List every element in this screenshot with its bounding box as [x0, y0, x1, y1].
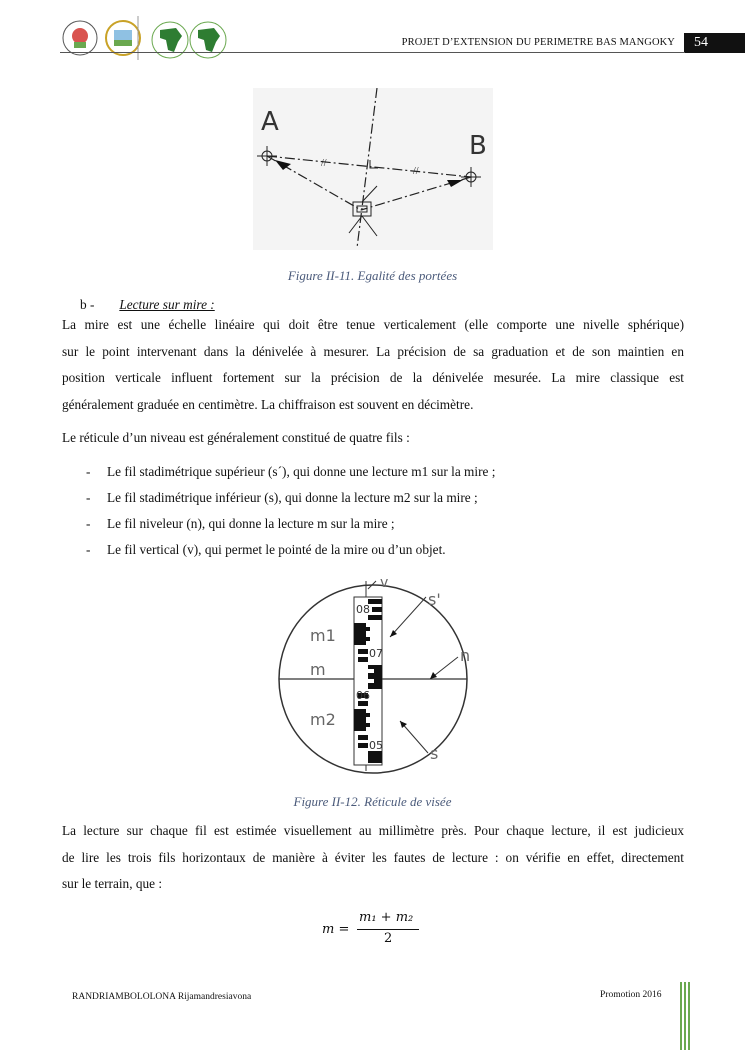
figure-caption-1: Figure II-11. Egalité des portées: [287, 268, 458, 283]
paragraph-reticule: Le réticule d’un niveau est généralement constitué de quatre fils :: [62, 430, 410, 445]
list-item: [86, 490, 478, 506]
header-divider: [60, 52, 685, 53]
text-line: sur le point intervenant dans la dénivelée à mesurer. La précision de sa graduation et de son maintien en: [62, 343, 684, 359]
bullet: -: [86, 516, 91, 531]
figure-equal-ranges: [253, 88, 493, 250]
text-line: sur le terrain, que :: [62, 876, 163, 891]
label-v: v: [380, 575, 389, 591]
point-b-label: B: [469, 131, 487, 161]
staff-label-08: 08: [356, 603, 370, 616]
staff-label-06: 06: [356, 689, 370, 702]
svg-text://: //: [413, 166, 419, 177]
figure-reticule: [270, 575, 480, 775]
text-line: position verticale influent fortement sur la précision de la dénivelée mesurée. La mire classique est: [62, 370, 684, 385]
label-m: m: [310, 660, 326, 679]
list-item: [86, 516, 395, 532]
section-marker: b -: [80, 297, 95, 312]
footer-decoration: [680, 982, 682, 1050]
list-item: [86, 542, 446, 558]
fraction-bar: [357, 929, 419, 930]
logos-icon: [60, 16, 235, 60]
section-title: Lecture sur mire :: [119, 297, 215, 312]
label-s-prime: s': [428, 590, 441, 609]
formula-denominator: 2: [384, 931, 393, 946]
list-item-text: Le fil vertical (v), qui permet le pointé de la mire ou d’un objet.: [107, 542, 446, 557]
label-m1: m1: [310, 626, 336, 645]
section-heading: [80, 297, 215, 313]
footer-author: RANDRIAMBOLOLONA Rijamandresiavona: [72, 992, 252, 1002]
footer-promotion: Promotion 2016: [600, 990, 662, 1000]
text-line: généralement graduée en centimètre. La chiffraison est souvent en décimètre.: [62, 396, 474, 412]
header-logos: [60, 16, 235, 60]
staff-label-07: 07: [369, 647, 383, 660]
bullet: -: [86, 464, 91, 479]
formula-lhs: m =: [322, 922, 350, 937]
logo-1-icon: [63, 21, 97, 55]
figure-caption-2: Figure II-12. Réticule de visée: [293, 794, 452, 809]
level-instrument-icon: [349, 186, 377, 236]
logo-2-icon: [106, 21, 140, 55]
list-item-text: Le fil stadimétrique supérieur (s´), qui donne une lecture m1 sur la mire ;: [107, 464, 496, 479]
header-title: PROJET D’EXTENSION DU PERIMETRE BAS MANGOKY: [401, 37, 675, 48]
page-number: 54: [684, 33, 745, 53]
text-line: de lire les trois fils horizontaux de manière à éviter les fautes de lecture : on vérifie en effet, directement: [62, 849, 684, 865]
paragraph-lecture: [62, 818, 684, 898]
list-item-text: Le fil stadimétrique inférieur (s), qui donne la lecture m2 sur la mire ;: [107, 490, 478, 505]
formula-numerator: m₁ + m₂: [359, 910, 414, 925]
label-m2: m2: [310, 710, 336, 729]
text-line: La mire est une échelle linéaire qui doit être tenue verticalement (elle comporte une nivelle sphérique): [62, 317, 684, 332]
formula: [322, 910, 432, 950]
label-n: n: [460, 646, 471, 665]
svg-text://: //: [321, 158, 327, 169]
text-line: La lecture sur chaque fil est estimée visuellement au millimètre près. Pour chaque lecture, il est judicieux: [62, 823, 684, 838]
footer-decoration: [688, 982, 690, 1050]
list-item-text: Le fil niveleur (n), qui donne la lecture m sur la mire ;: [107, 516, 395, 531]
bullet: -: [86, 542, 91, 557]
bullet: -: [86, 490, 91, 505]
label-s: s: [430, 744, 439, 763]
point-a-label: A: [261, 107, 279, 137]
staff-label-05: 05: [369, 739, 383, 752]
footer-decoration: [684, 982, 686, 1050]
list-item: [86, 464, 495, 480]
paragraph-mire: [62, 312, 684, 418]
